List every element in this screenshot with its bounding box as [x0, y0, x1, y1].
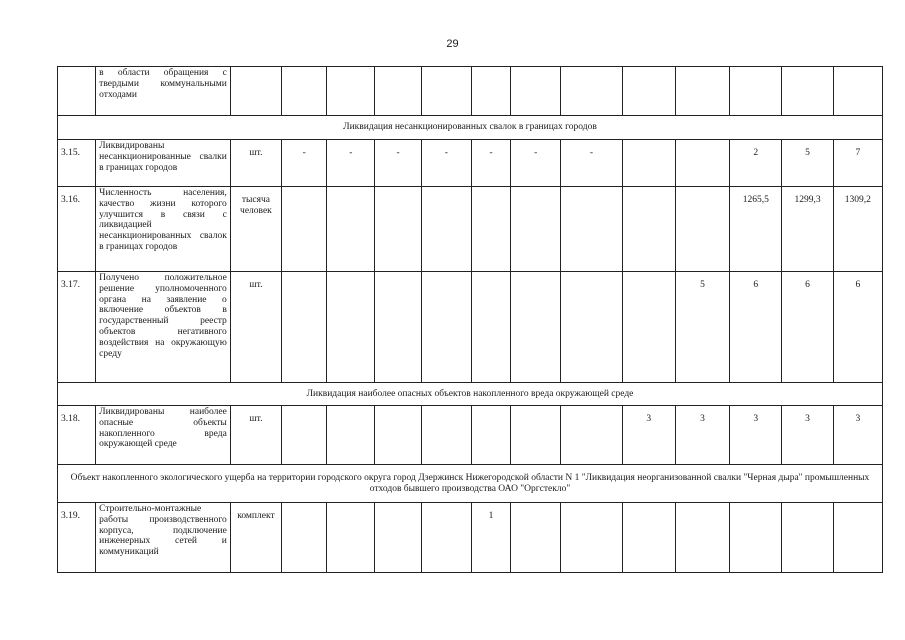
year-value-cell: 6: [833, 272, 882, 383]
table-row: [58, 187, 883, 272]
year-value-cell: 1: [471, 503, 510, 573]
year-value-cell: 7: [833, 140, 882, 187]
year-value-cell: 3: [833, 406, 882, 465]
year-value-cell: [511, 272, 561, 383]
year-value-cell: [327, 503, 375, 573]
unit-of-measure: шт.: [230, 406, 281, 465]
year-value-cell: -: [471, 140, 510, 187]
year-value-cell: [622, 140, 675, 187]
year-value-cell: -: [561, 140, 622, 187]
year-value-cell: [782, 503, 833, 573]
unit-of-measure: шт.: [230, 140, 281, 187]
year-value-cell: [375, 272, 421, 383]
year-value-cell: [282, 406, 327, 465]
section-title: Ликвидация наиболее опасных объектов накопленного вреда окружающей среде: [58, 383, 883, 406]
year-value-cell: [561, 503, 622, 573]
year-value-cell: -: [421, 140, 471, 187]
year-value-cell: [675, 187, 729, 272]
year-value-cell: 2: [730, 140, 782, 187]
table-row: [58, 272, 883, 383]
year-value-cell: 3: [730, 406, 782, 465]
table-row: [58, 67, 883, 116]
indicator-description: в области обращения с твердыми коммунальными отходами: [96, 67, 231, 116]
year-value-cell: 1309,2: [833, 187, 882, 272]
page-number: 29: [446, 38, 459, 50]
table-row: [58, 406, 883, 465]
year-value-cell: [561, 187, 622, 272]
year-value-cell: 5: [675, 272, 729, 383]
year-value-cell: [561, 272, 622, 383]
year-value-cell: -: [375, 140, 421, 187]
year-value-cell: -: [282, 140, 327, 187]
year-value-cell: [622, 503, 675, 573]
section-header-row: [58, 465, 883, 503]
year-value-cell: [511, 503, 561, 573]
row-number-cell: [58, 67, 96, 116]
section-header-row: [58, 383, 883, 406]
year-value-cell: [675, 140, 729, 187]
row-number: 3.15.: [58, 140, 96, 187]
year-value-cell: 3: [622, 406, 675, 465]
row-number: 3.16.: [58, 187, 96, 272]
year-value-cell: 3: [782, 406, 833, 465]
year-value-cell: [471, 272, 510, 383]
row-number: 3.18.: [58, 406, 96, 465]
table-row: [58, 503, 883, 573]
year-value-cell: 3: [675, 406, 729, 465]
indicator-description: Численность населения, качество жизни которого улучшится в связи с ликвидацией несанкционированных свалок в границах городов: [96, 187, 231, 272]
year-value-cell: [421, 406, 471, 465]
year-value-cell: [375, 406, 421, 465]
year-value-cell: [421, 272, 471, 383]
year-value-cell: 5: [782, 140, 833, 187]
year-value-cell: [421, 503, 471, 573]
year-value-cell: [327, 187, 375, 272]
year-value-cell: [561, 406, 622, 465]
year-value-cell: [622, 187, 675, 272]
year-value-cell: 1299,3: [782, 187, 833, 272]
year-value-cell: -: [511, 140, 561, 187]
unit-of-measure: шт.: [230, 272, 281, 383]
year-value-cell: [327, 406, 375, 465]
indicator-description: Получено положительное решение уполномоченного органа на заявление о включение объектов в государственный реестр объектов негативного воздействия на окружающую среду: [96, 272, 231, 383]
row-number: 3.17.: [58, 272, 96, 383]
year-value-cell: [421, 187, 471, 272]
table-row: [58, 140, 883, 187]
year-value-cell: [282, 503, 327, 573]
indicator-description: Ликвидированы наиболее опасные объекты накопленного вреда окружающей среде: [96, 406, 231, 465]
year-value-cell: [833, 503, 882, 573]
year-value-cell: [327, 272, 375, 383]
year-value-cell: [622, 272, 675, 383]
year-value-cell: [511, 187, 561, 272]
year-value-cell: -: [327, 140, 375, 187]
section-header-row: [58, 116, 883, 140]
unit-of-measure: тысяча человек: [230, 187, 281, 272]
year-value-cell: 1265,5: [730, 187, 782, 272]
year-value-cell: [675, 503, 729, 573]
section-title: Ликвидация несанкционированных свалок в границах городов: [58, 116, 883, 140]
year-value-cell: [730, 503, 782, 573]
year-value-cell: 6: [730, 272, 782, 383]
indicators-table: [57, 66, 883, 573]
indicator-description: Строительно-монтажные работы производственного корпуса, подключение инженерных сетей и коммуникаций: [96, 503, 231, 573]
year-value-cell: [282, 187, 327, 272]
row-number: 3.19.: [58, 503, 96, 573]
year-value-cell: [282, 272, 327, 383]
section-title: Объект накопленного экологического ущерба на территории городского округа город Дзержинск Нижегородской области N 1 "Ликвидация неорганизованной свалки "Черная дыра" промышленных отходов бывшего производства ОАО "Оргстекло": [58, 465, 883, 503]
year-value-cell: 6: [782, 272, 833, 383]
year-value-cell: [375, 503, 421, 573]
year-value-cell: [375, 187, 421, 272]
year-value-cell: [471, 187, 510, 272]
indicator-description: Ликвидированы несанкционированные свалки в границах городов: [96, 140, 231, 187]
year-value-cell: [511, 406, 561, 465]
unit-of-measure: комплект: [230, 503, 281, 573]
year-value-cell: [471, 406, 510, 465]
